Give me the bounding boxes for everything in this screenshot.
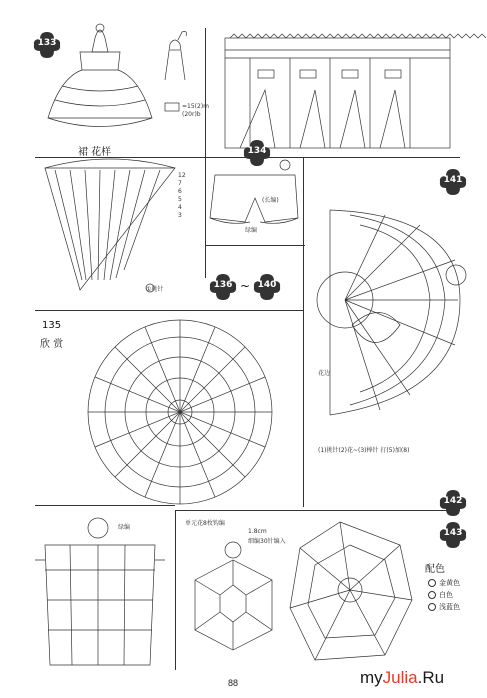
badge-133 — [32, 30, 62, 60]
watermark-part: Julia — [382, 668, 418, 687]
doily-chart-135 — [88, 320, 272, 504]
badge-number: 141 — [443, 175, 463, 185]
skirt-row-label: 4 — [178, 204, 182, 211]
legend-box — [165, 103, 179, 111]
skirt-pattern-title: 裙 花样 — [78, 147, 112, 158]
holder-chart-138 — [35, 518, 165, 665]
badge-141 — [438, 167, 468, 197]
badge-number: 133 — [37, 38, 57, 48]
skirt-row-label: 5 — [178, 196, 182, 203]
watermark-part: .Ru — [417, 668, 445, 687]
semicircle-chart-141 — [317, 210, 466, 415]
measure-sub-label: (20r)b — [182, 111, 201, 118]
watermark-part: my — [360, 668, 383, 687]
skirt-row-label: 12 — [178, 172, 186, 179]
green-stitch-label: 绿编 — [245, 227, 258, 234]
badge-140 — [252, 272, 282, 302]
badge-number: 136 — [213, 280, 233, 290]
section-135-title: 欣 赏 — [40, 339, 64, 350]
badge-range-sep: ~ — [240, 279, 251, 293]
border-strip-chart — [225, 34, 486, 148]
holder-note: 绿编 — [118, 524, 131, 531]
swatch-icon — [428, 603, 436, 611]
badge-142 — [438, 488, 468, 518]
pick-stitch-label: ①挑针 — [146, 286, 164, 293]
skirt-row-label: 3 — [178, 212, 182, 219]
badge-136 — [208, 272, 238, 302]
page-number: 88 — [228, 678, 239, 688]
skirt-pattern-chart — [45, 159, 175, 292]
color-legend-item — [428, 590, 453, 600]
swatch-icon — [428, 591, 436, 599]
badge-number: 140 — [257, 280, 277, 290]
swatch-icon — [428, 579, 436, 587]
badge-134 — [242, 138, 272, 168]
long-stitch-label: (长编) — [262, 197, 279, 204]
color-name: 白色 — [439, 591, 453, 599]
skirt-row-label: 6 — [178, 188, 182, 195]
badge-number: 143 — [443, 528, 463, 538]
skirt-row-label: 7 — [178, 180, 182, 187]
badge-number: 134 — [247, 146, 267, 156]
section-135-number: 135 — [42, 320, 62, 331]
color-name: 浅蓝色 — [439, 603, 460, 611]
color-legend-title: 配色 — [425, 564, 445, 575]
semicircle-mid-label: 花边 — [318, 370, 331, 377]
hexagon-chart-143 — [290, 522, 412, 660]
unit-note: 单元花8枚钩编 — [185, 520, 225, 527]
color-legend-item — [428, 602, 460, 612]
semicircle-note: (1)挑针(2)花~(3)棒针 打(5)加(8) — [318, 447, 410, 454]
site-watermark — [360, 668, 444, 688]
dress-diagram-133 — [48, 24, 152, 127]
edge-note: 细编30针编入 — [248, 538, 286, 545]
color-legend-item — [428, 578, 460, 588]
shorts-diagram-134 — [210, 160, 298, 223]
badge-number: 142 — [443, 496, 463, 506]
color-name: 金黄色 — [439, 579, 460, 587]
hanger-133 — [165, 32, 187, 81]
size-note: 1.8cm — [248, 528, 267, 535]
measure-label: =15(2)m — [182, 103, 210, 110]
badge-143 — [438, 520, 468, 550]
hexagon-chart-142 — [195, 542, 272, 650]
